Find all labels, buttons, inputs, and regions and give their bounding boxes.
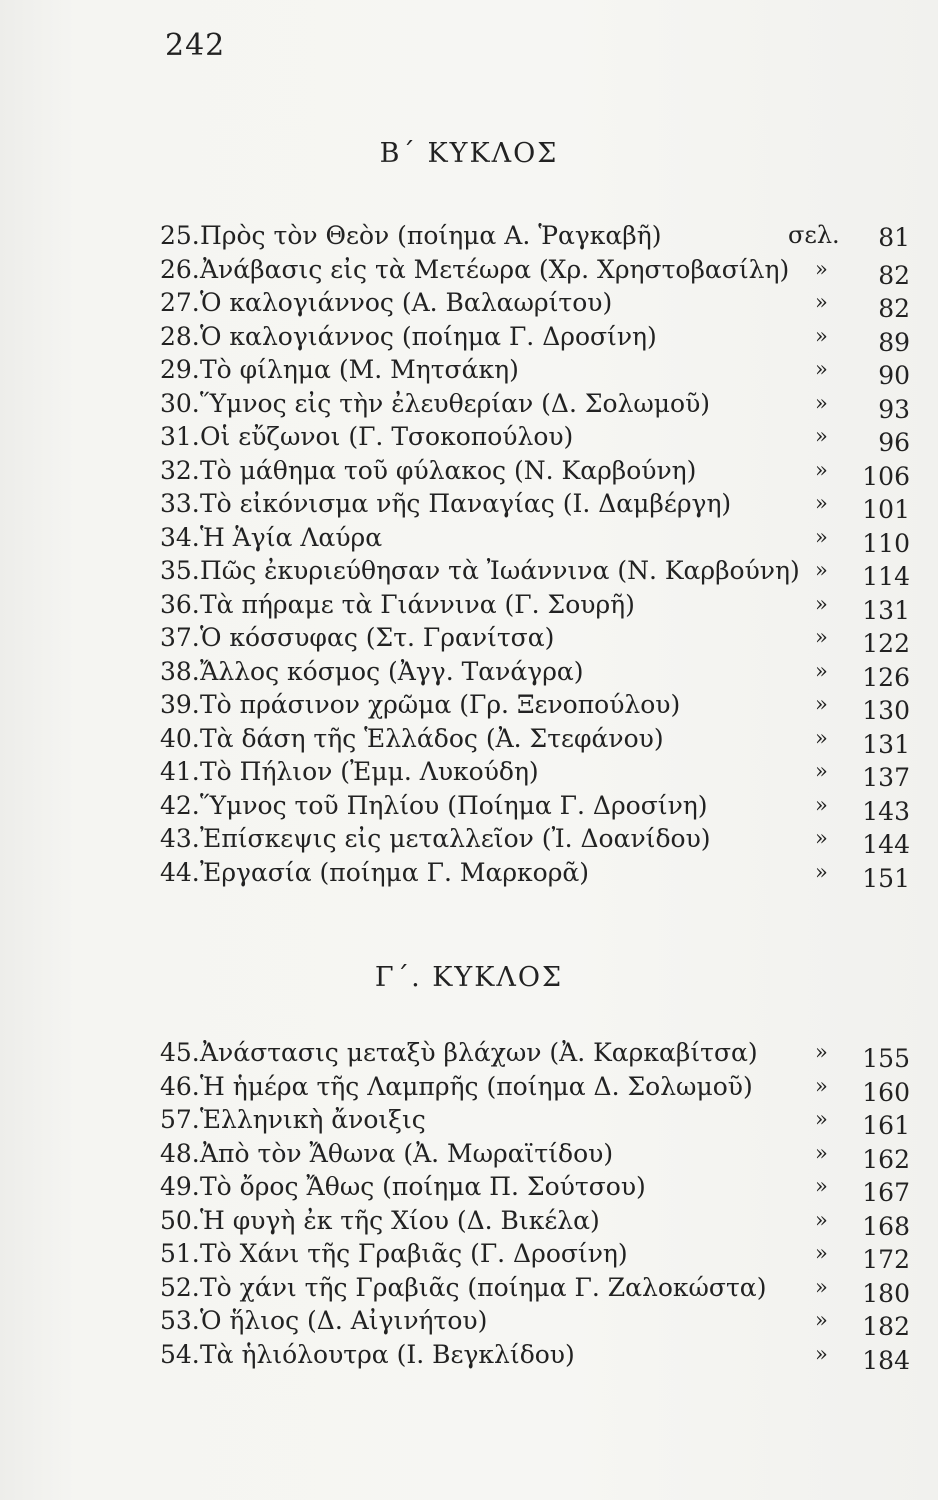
page-number: 242: [165, 28, 226, 63]
toc-entry-page-number: 167: [862, 1178, 910, 1207]
toc-entry-page-number: 90: [878, 361, 910, 390]
toc-entry: [160, 1137, 920, 1174]
toc-entry-page-marker: »: [815, 424, 828, 448]
toc-entry-page-marker: »: [815, 792, 828, 817]
toc-entry-title: Ἡ Ἁγία Λαύρα: [200, 522, 383, 552]
toc-entry-page-number: 96: [878, 428, 910, 457]
toc-entry-page-number: 81: [878, 223, 910, 252]
toc-entry-page-marker: »: [815, 1274, 828, 1299]
toc-entry-page-marker: »: [815, 290, 828, 314]
toc-entry-number: 34.: [160, 522, 200, 552]
toc-entry-number: 50.: [160, 1205, 200, 1235]
toc-entry-page-marker: »: [815, 1207, 828, 1232]
toc-entry-title: Ὕμνος τοῦ Πηλίου (Ποίημα Γ. Δροσίνη): [200, 790, 708, 820]
toc-entry-title: Ἐργασία (ποίημα Γ. Μαρκορᾶ): [200, 857, 590, 887]
toc-entry-page-marker: »: [815, 524, 828, 549]
toc-entry-number: 38.: [160, 656, 200, 686]
toc-entry-title: Ἀνάβασις εἰς τὰ Μετέωρα (Χρ. Χρηστοβασίλη): [200, 254, 790, 284]
toc-entry-page-marker: »: [815, 1341, 828, 1366]
toc-entry-number: 43.: [160, 824, 200, 853]
toc-entry-title: Τὰ πήραμε τὰ Γιάννινα (Γ. Σουρῆ): [200, 589, 635, 619]
toc-entry-page-number: 143: [862, 796, 910, 826]
toc-entry-title: Ὁ κόσσυφας (Στ. Γρανίτσα): [200, 623, 555, 652]
toc-entry-page-number: 106: [862, 461, 910, 491]
toc-entry-number: 41.: [160, 757, 200, 786]
toc-entry: [160, 353, 920, 390]
toc-entry: [160, 856, 920, 893]
toc-entry-page-number: 110: [862, 528, 910, 558]
toc-entry-number: 26.: [160, 254, 200, 284]
toc-entry-title: Τὸ μάθημα τοῦ φύλακος (Ν. Καρβούνη): [200, 455, 697, 485]
toc-entry: [160, 1070, 920, 1107]
toc-entry: [160, 387, 920, 424]
toc-entry-page-marker: »: [815, 692, 828, 716]
toc-entry-page-number: 151: [862, 863, 910, 893]
toc-entry-title: Ἀνάστασις μεταξὺ βλάχων (Ἀ. Καρκαβίτσα): [200, 1038, 758, 1067]
toc-entry-number: 27.: [160, 288, 200, 317]
toc-entry-page-number: 144: [862, 830, 910, 859]
toc-entry-title: Τὸ ὄρος Ἄθως (ποίημα Π. Σούτσου): [200, 1172, 646, 1201]
toc-entry-number: 46.: [160, 1071, 200, 1101]
toc-entry-page-marker: »: [815, 658, 828, 683]
toc-entry: [160, 722, 920, 759]
toc-entry: [160, 454, 920, 491]
toc-entry-page-number: 126: [862, 662, 910, 692]
toc-entry: [160, 1271, 920, 1308]
toc-entry-page-number: 89: [878, 327, 910, 357]
toc-list-b: [160, 219, 920, 893]
toc-entry-title: Ὕμνος εἰς τὴν ἐλευθερίαν (Δ. Σολωμοῦ): [200, 388, 711, 418]
toc-entry-page-marker: »: [815, 390, 828, 415]
toc-entry-page-number: 130: [862, 696, 910, 725]
toc-entry-number: 48.: [160, 1138, 200, 1168]
toc-entry-page-number: 82: [878, 294, 910, 323]
toc-entry: [160, 521, 920, 558]
toc-entry-page-marker: »: [815, 256, 828, 281]
toc-entry: [160, 1338, 920, 1375]
toc-entry-page-marker: »: [815, 759, 828, 783]
toc-entry-page-number: 82: [878, 260, 910, 290]
toc-entry-title: Ὁ ἥλιος (Δ. Αἰγινήτου): [200, 1306, 488, 1335]
toc-entry-title: Ὁ καλογιάννος (ποίημα Γ. Δροσίνη): [200, 321, 657, 351]
toc-entry-number: 42.: [160, 790, 200, 820]
toc-entry-title: Τὸ πράσινον χρῶμα (Γρ. Ξενοπούλου): [200, 690, 681, 719]
toc-entry: [160, 420, 920, 457]
toc-entry-page-number: 122: [862, 629, 910, 658]
toc-entry: [160, 1304, 920, 1341]
toc-entry-title: Τὸ Χάνι τῆς Γραβιᾶς (Γ. Δροσίνη): [200, 1239, 628, 1268]
toc-entry-page-marker: »: [815, 859, 828, 884]
toc-entry: [160, 588, 920, 625]
toc-entry-page-number: 137: [862, 763, 910, 792]
toc-entry-title: Οἱ εὔζωνοι (Γ. Τσοκοπούλου): [200, 422, 574, 451]
toc-entry-title: Τὸ εἰκόνισμα νῆς Παναγίας (Ι. Δαμβέργη): [200, 489, 732, 518]
toc-entry-page-marker: »: [815, 591, 828, 616]
section-heading-b: Β΄ ΚΥΚΛΟΣ: [379, 138, 559, 169]
toc-entry-page-number: 162: [862, 1144, 910, 1174]
toc-entry-title: Τὸ χάνι τῆς Γραβιᾶς (ποίημα Γ. Ζαλοκώστα): [200, 1272, 767, 1302]
toc-entry-title: Ὁ καλογιάννος (Α. Βαλαωρίτου): [200, 288, 613, 317]
toc-entry: [160, 688, 920, 725]
section-heading-g: Γ΄. ΚΥΚΛΟΣ: [374, 962, 564, 993]
toc-entry: [160, 487, 920, 524]
toc-entry-number: 57.: [160, 1105, 200, 1134]
toc-entry-number: 35.: [160, 556, 200, 585]
toc-entry: [160, 1204, 920, 1241]
toc-entry-page-number: 180: [862, 1278, 910, 1308]
toc-entry-page-marker: »: [815, 491, 828, 515]
toc-list-g: [160, 1036, 920, 1375]
toc-entry-number: 31.: [160, 422, 200, 451]
toc-entry: [160, 755, 920, 792]
toc-entry-number: 52.: [160, 1272, 200, 1302]
toc-entry-page-marker: »: [815, 323, 828, 348]
toc-entry-number: 28.: [160, 321, 200, 351]
toc-entry-page-number: 184: [862, 1345, 910, 1375]
toc-entry-number: 37.: [160, 623, 200, 652]
toc-entry-title: Ἑλληνικὴ ἄνοιξις: [200, 1105, 426, 1134]
toc-entry-page-number: 131: [862, 595, 910, 625]
toc-entry-page-marker: »: [815, 1241, 828, 1265]
toc-entry-number: 44.: [160, 857, 200, 887]
toc-entry-number: 32.: [160, 455, 200, 485]
toc-entry-title: Ἐπίσκεψις εἰς μεταλλεῖον (Ἰ. Δοανίδου): [200, 824, 711, 853]
toc-entry-page-marker: »: [815, 558, 828, 582]
toc-entry-page-number: 155: [862, 1044, 910, 1073]
toc-entry: [160, 1237, 920, 1274]
toc-entry-page-marker: »: [815, 725, 828, 750]
toc-entry-number: 54.: [160, 1339, 200, 1369]
toc-entry-title: Ἡ φυγὴ ἐκ τῆς Χίου (Δ. Βικέλα): [200, 1205, 600, 1235]
toc-entry-number: 36.: [160, 589, 200, 619]
toc-entry: [160, 286, 920, 323]
toc-entry: [160, 219, 920, 253]
toc-entry-number: 40.: [160, 723, 200, 753]
toc-entry-page-number: 101: [862, 495, 910, 524]
toc-entry-page-marker: σελ.: [788, 221, 840, 249]
toc-entry-page-number: 160: [862, 1077, 910, 1107]
toc-entry-title: Ἡ ἡμέρα τῆς Λαμπρῆς (ποίημα Δ. Σολωμοῦ): [200, 1071, 753, 1101]
toc-entry-page-marker: »: [815, 1073, 828, 1098]
toc-entry-page-number: 114: [862, 562, 910, 591]
toc-entry-title: Πρὸς τὸν Θεὸν (ποίημα Α. Ῥαγκαβῆ): [200, 221, 662, 250]
toc-entry-title: Ἀπὸ τὸν Ἄθωνα (Ἀ. Μωραϊτίδου): [200, 1138, 614, 1168]
toc-entry-title: Τὰ δάση τῆς Ἑλλάδος (Ἀ. Στεφάνου): [200, 723, 664, 753]
toc-entry: [160, 1103, 920, 1140]
toc-entry-page-marker: »: [815, 1308, 828, 1332]
toc-entry-page-number: 161: [862, 1111, 910, 1140]
toc-entry-number: 53.: [160, 1306, 200, 1335]
toc-entry-page-marker: »: [815, 1107, 828, 1131]
toc-entry-number: 39.: [160, 690, 200, 719]
toc-entry-title: Ἄλλος κόσμος (Ἀγγ. Τανάγρα): [200, 656, 584, 686]
toc-entry-title: Πῶς ἐκυριεύθησαν τὰ Ἰωάννινα (Ν. Καρβούνη): [200, 556, 800, 585]
toc-entry-number: 30.: [160, 388, 200, 418]
toc-entry-page-marker: »: [815, 1140, 828, 1165]
toc-entry: [160, 554, 920, 591]
toc-entry-page-marker: »: [815, 1040, 828, 1064]
toc-entry: [160, 655, 920, 692]
toc-entry-number: 45.: [160, 1038, 200, 1067]
toc-entry-page-marker: »: [815, 1174, 828, 1198]
toc-entry-page-marker: »: [815, 625, 828, 649]
toc-entry-page-number: 172: [862, 1245, 910, 1274]
toc-entry-number: 49.: [160, 1172, 200, 1201]
toc-entry: [160, 320, 920, 357]
toc-entry: [160, 253, 920, 290]
toc-entry-number: 25.: [160, 221, 200, 250]
toc-entry: [160, 1036, 920, 1073]
toc-entry-page-number: 93: [878, 394, 910, 424]
toc-entry-number: 51.: [160, 1239, 200, 1268]
toc-entry-page-marker: »: [815, 826, 828, 850]
toc-entry-page-marker: »: [815, 357, 828, 381]
toc-entry: [160, 621, 920, 658]
toc-entry: [160, 822, 920, 859]
toc-entry-page-number: 131: [862, 729, 910, 759]
toc-entry-title: Τὰ ἡλιόλουτρα (Ι. Βεγκλίδου): [200, 1339, 575, 1369]
toc-entry-page-marker: »: [815, 457, 828, 482]
toc-entry: [160, 789, 920, 826]
toc-entry-page-number: 168: [862, 1211, 910, 1241]
toc-entry-number: 29.: [160, 355, 200, 384]
toc-entry: [160, 1170, 920, 1207]
toc-entry-number: 33.: [160, 489, 200, 518]
toc-entry-title: Τὸ φίλημα (Μ. Μητσάκη): [200, 355, 519, 384]
toc-entry-page-number: 182: [862, 1312, 910, 1341]
toc-entry-title: Τὸ Πήλιον (Ἐμμ. Λυκούδη): [200, 757, 539, 786]
